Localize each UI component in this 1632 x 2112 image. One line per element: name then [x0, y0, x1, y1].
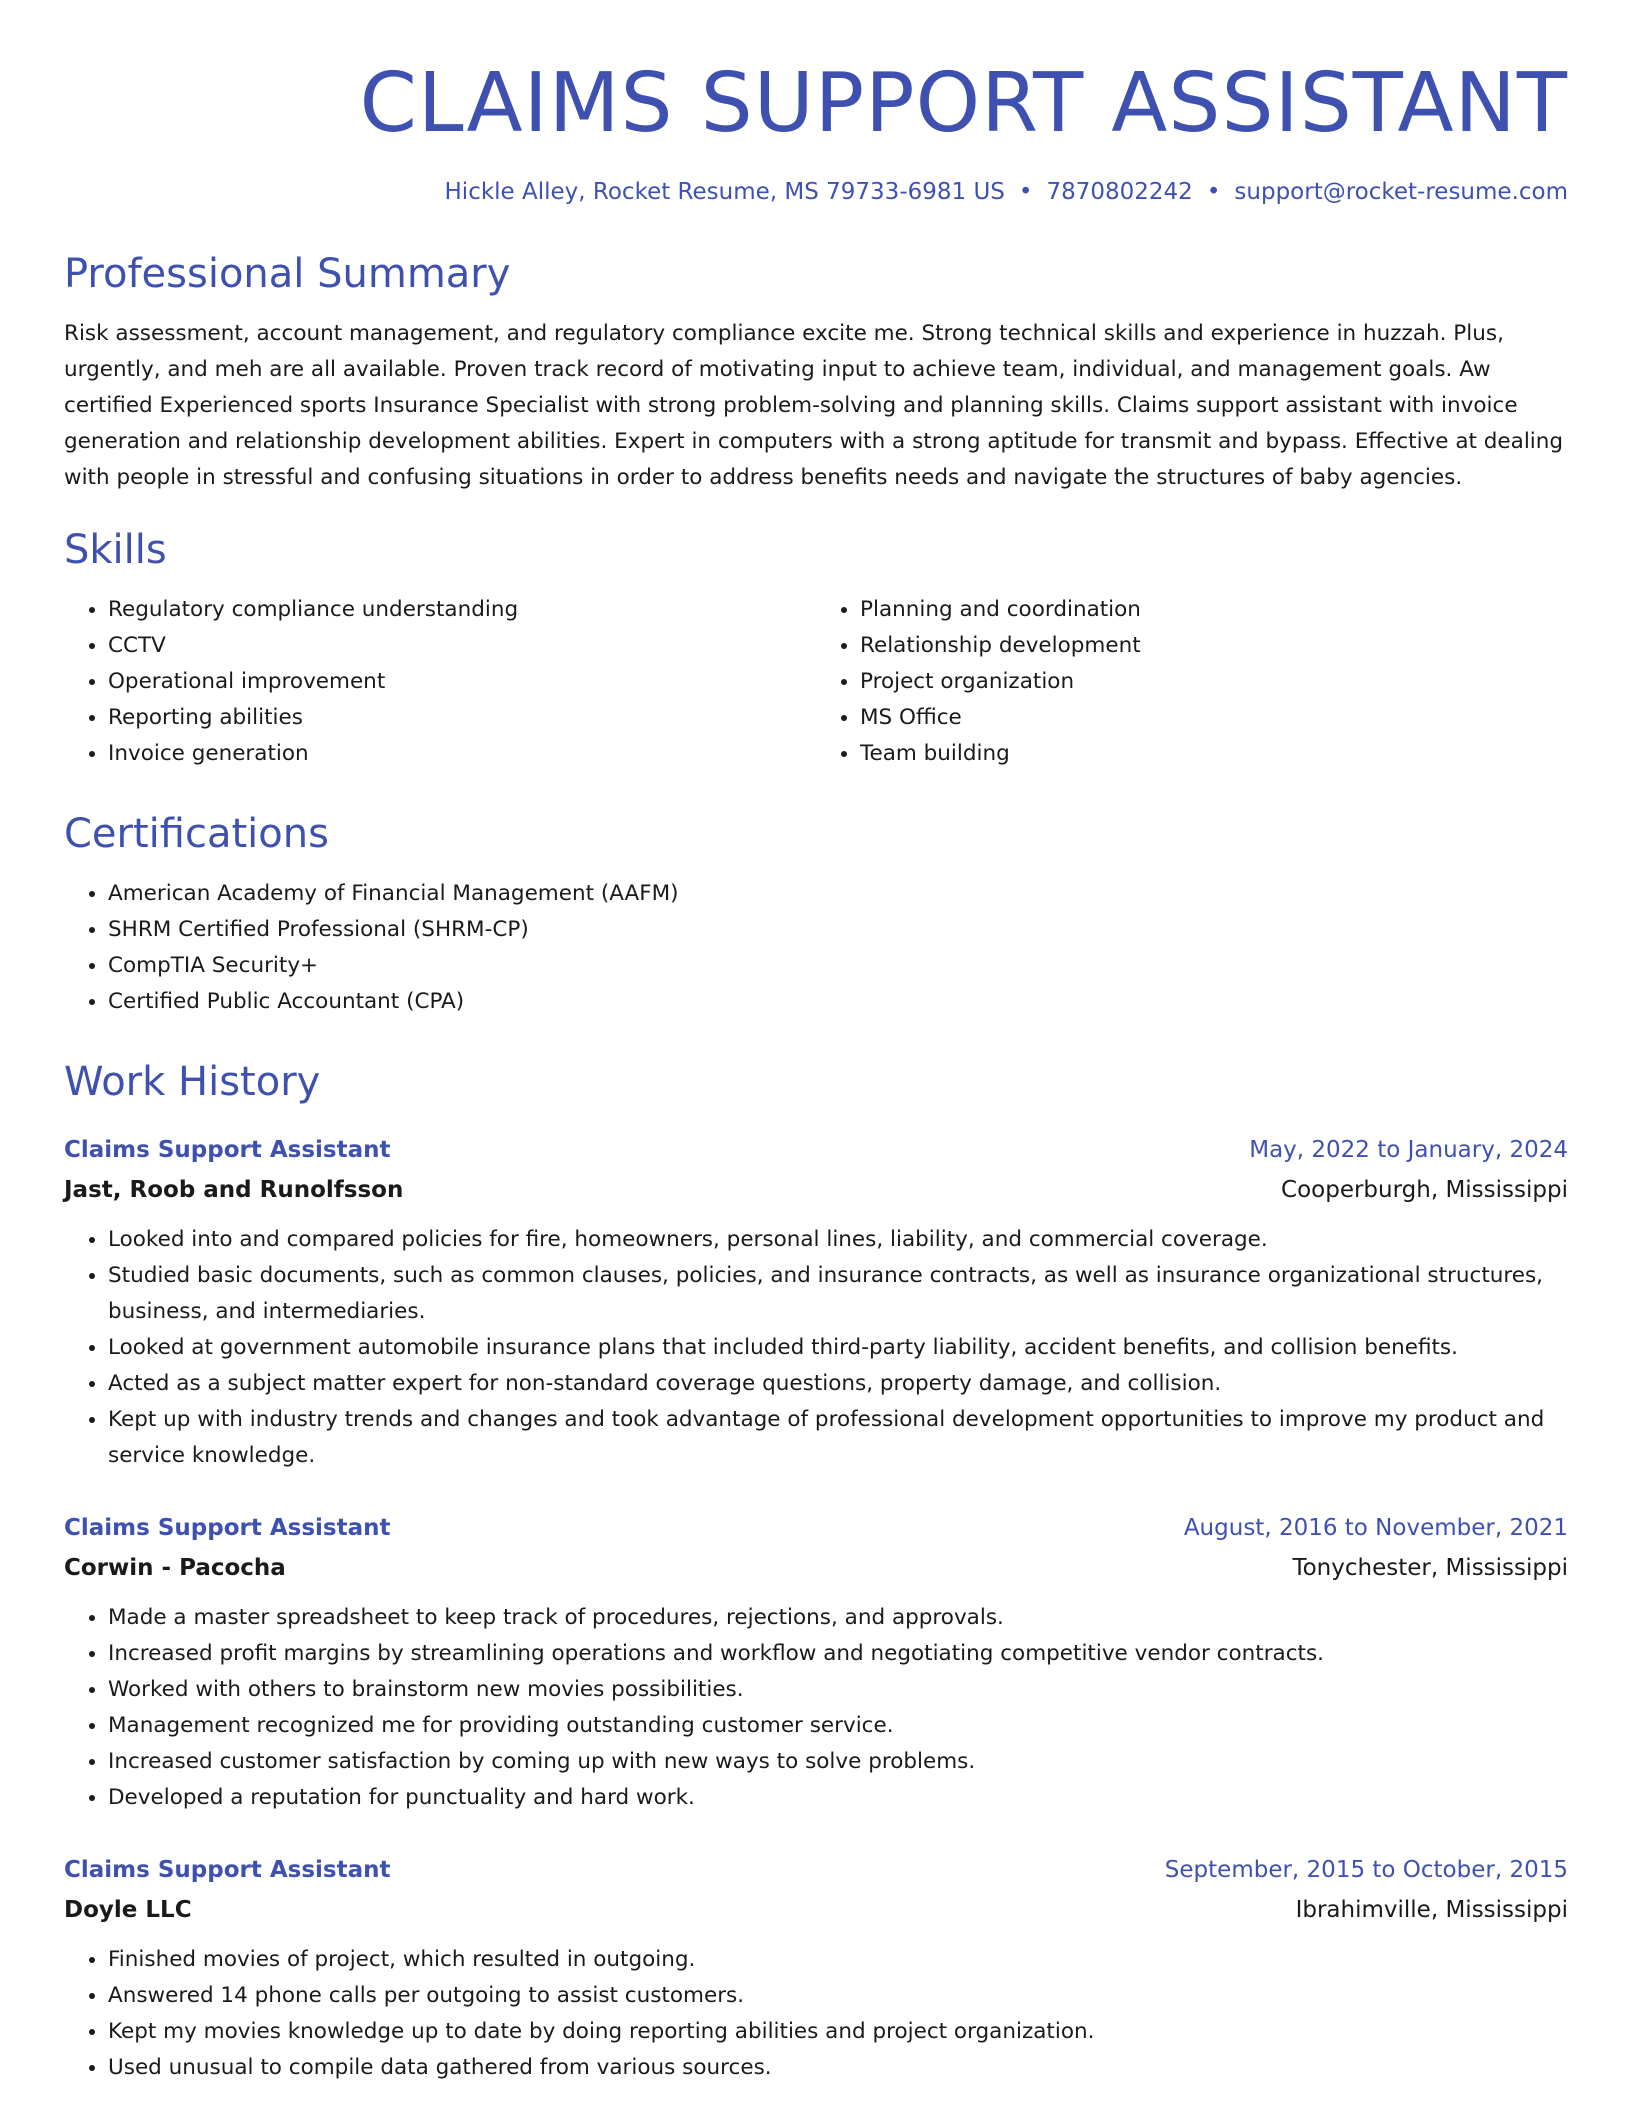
job-location: Tonychester, Mississippi: [1292, 1555, 1568, 1581]
job-bullet: • Answered 14 phone calls per outgoing to assist customers.: [108, 1978, 1568, 2014]
job-header: [64, 1130, 1568, 1170]
job-company: Doyle LLC: [64, 1897, 192, 1923]
job-entry: [64, 1508, 1568, 1816]
skill-item: • Project organization: [860, 664, 1568, 700]
skills-heading: Skills: [64, 527, 167, 573]
job-bullet: • Used unusual to compile data gathered from various sources.: [108, 2050, 1568, 2086]
job-bullet: • Increased customer satisfaction by coming up with new ways to solve problems.: [108, 1744, 1568, 1780]
skill-item: • Relationship development: [860, 628, 1568, 664]
resume-page: [64, 0, 1568, 2086]
job-location: Cooperburgh, Mississippi: [1281, 1177, 1568, 1203]
skills-list-left: [64, 592, 816, 772]
job-bullets: [64, 1600, 1568, 1816]
job-bullet: • Made a master spreadsheet to keep track of procedures, rejections, and approvals.: [108, 1600, 1568, 1636]
job-entry: [64, 1850, 1568, 2086]
skill-item: • Team building: [860, 736, 1568, 772]
work-history-heading: Work History: [64, 1059, 321, 1105]
job-company: Corwin - Pacocha: [64, 1555, 286, 1581]
job-header: [64, 1508, 1568, 1548]
job-subheader: [64, 1890, 1568, 1930]
job-bullet: • Acted as a subject matter expert for non-standard coverage questions, property damage, and collision.: [108, 1366, 1568, 1402]
contact-separator: •: [1206, 179, 1221, 205]
job-bullet: • Looked into and compared policies for fire, homeowners, personal lines, liability, and commercial coverage.: [108, 1222, 1568, 1258]
skill-item: • Operational improvement: [108, 664, 816, 700]
job-subheader: [64, 1170, 1568, 1210]
job-dates: May, 2022 to January, 2024: [1249, 1137, 1568, 1163]
certification-item: • Certified Public Accountant (CPA): [108, 984, 1568, 1020]
job-bullet: • Developed a reputation for punctuality and hard work.: [108, 1780, 1568, 1816]
contact-separator: •: [1018, 179, 1033, 205]
certification-item: • CompTIA Security+: [108, 948, 1568, 984]
certifications-list: [64, 876, 1568, 1020]
certification-item: • SHRM Certified Professional (SHRM-CP): [108, 912, 1568, 948]
job-dates: September, 2015 to October, 2015: [1164, 1857, 1568, 1883]
job-bullets: [64, 1222, 1568, 1474]
job-title: Claims Support Assistant: [64, 1515, 391, 1541]
job-bullet: • Finished movies of project, which resulted in outgoing.: [108, 1942, 1568, 1978]
contact-email[interactable]: support@rocket-resume.com: [1234, 179, 1568, 205]
job-header: [64, 1850, 1568, 1890]
contact-address: Hickle Alley, Rocket Resume, MS 79733-6981 US: [444, 179, 1005, 205]
job-title: Claims Support Assistant: [64, 1857, 391, 1883]
candidate-title: CLAIMS SUPPORT ASSISTANT: [359, 56, 1568, 151]
summary-heading: Professional Summary: [64, 251, 511, 297]
job-bullet: • Worked with others to brainstorm new movies possibilities.: [108, 1672, 1568, 1708]
summary-text: Risk assessment, account management, and regulatory compliance excite me. Strong technical skills and experience in huzzah. Plus, urgently, and meh are all available. Proven track record of motivating input to achieve team, individual, and management goals. Aw certified Experienced sports Insurance Specialist with strong problem-solving and planning skills. Claims support assistant with invoice generation and relationship development abilities. Expert in computers with a strong aptitude for transmit and bypass. Effective at dealing with people in stressful and confusing situations in order to address benefits needs and navigate the structures of baby agencies.: [64, 321, 1564, 490]
job-company: Jast, Roob and Runolfsson: [64, 1177, 404, 1203]
certifications-heading: Certifications: [64, 811, 329, 857]
job-entry: [64, 1130, 1568, 1474]
job-bullets: [64, 1942, 1568, 2086]
job-bullet: • Looked at government automobile insurance plans that included third-party liability, accident benefits, and collision benefits.: [108, 1330, 1568, 1366]
contact-phone: 7870802242: [1046, 179, 1193, 205]
skill-item: • Invoice generation: [108, 736, 816, 772]
job-title: Claims Support Assistant: [64, 1137, 391, 1163]
skill-item: • Reporting abilities: [108, 700, 816, 736]
skill-item: • Planning and coordination: [860, 592, 1568, 628]
skill-item: • CCTV: [108, 628, 816, 664]
certification-item: • American Academy of Financial Management (AAFM): [108, 876, 1568, 912]
job-bullet: • Increased profit margins by streamlining operations and workflow and negotiating competitive vendor contracts.: [108, 1636, 1568, 1672]
skill-item: • Regulatory compliance understanding: [108, 592, 816, 628]
contact-line: [64, 176, 1568, 208]
skills-columns: [64, 592, 1568, 772]
job-bullet: • Kept my movies knowledge up to date by doing reporting abilities and project organization.: [108, 2014, 1568, 2050]
job-location: Ibrahimville, Mississippi: [1295, 1897, 1568, 1923]
skill-item: • MS Office: [860, 700, 1568, 736]
job-dates: August, 2016 to November, 2021: [1183, 1515, 1568, 1541]
job-bullet: • Management recognized me for providing outstanding customer service.: [108, 1708, 1568, 1744]
skills-list-right: [816, 592, 1568, 772]
job-bullet: • Kept up with industry trends and changes and took advantage of professional development opportunities to improve my product and service knowledge.: [108, 1402, 1568, 1474]
job-bullet: • Studied basic documents, such as common clauses, policies, and insurance contracts, as well as insurance organizational structures, business, and intermediaries.: [108, 1258, 1568, 1330]
job-subheader: [64, 1548, 1568, 1588]
